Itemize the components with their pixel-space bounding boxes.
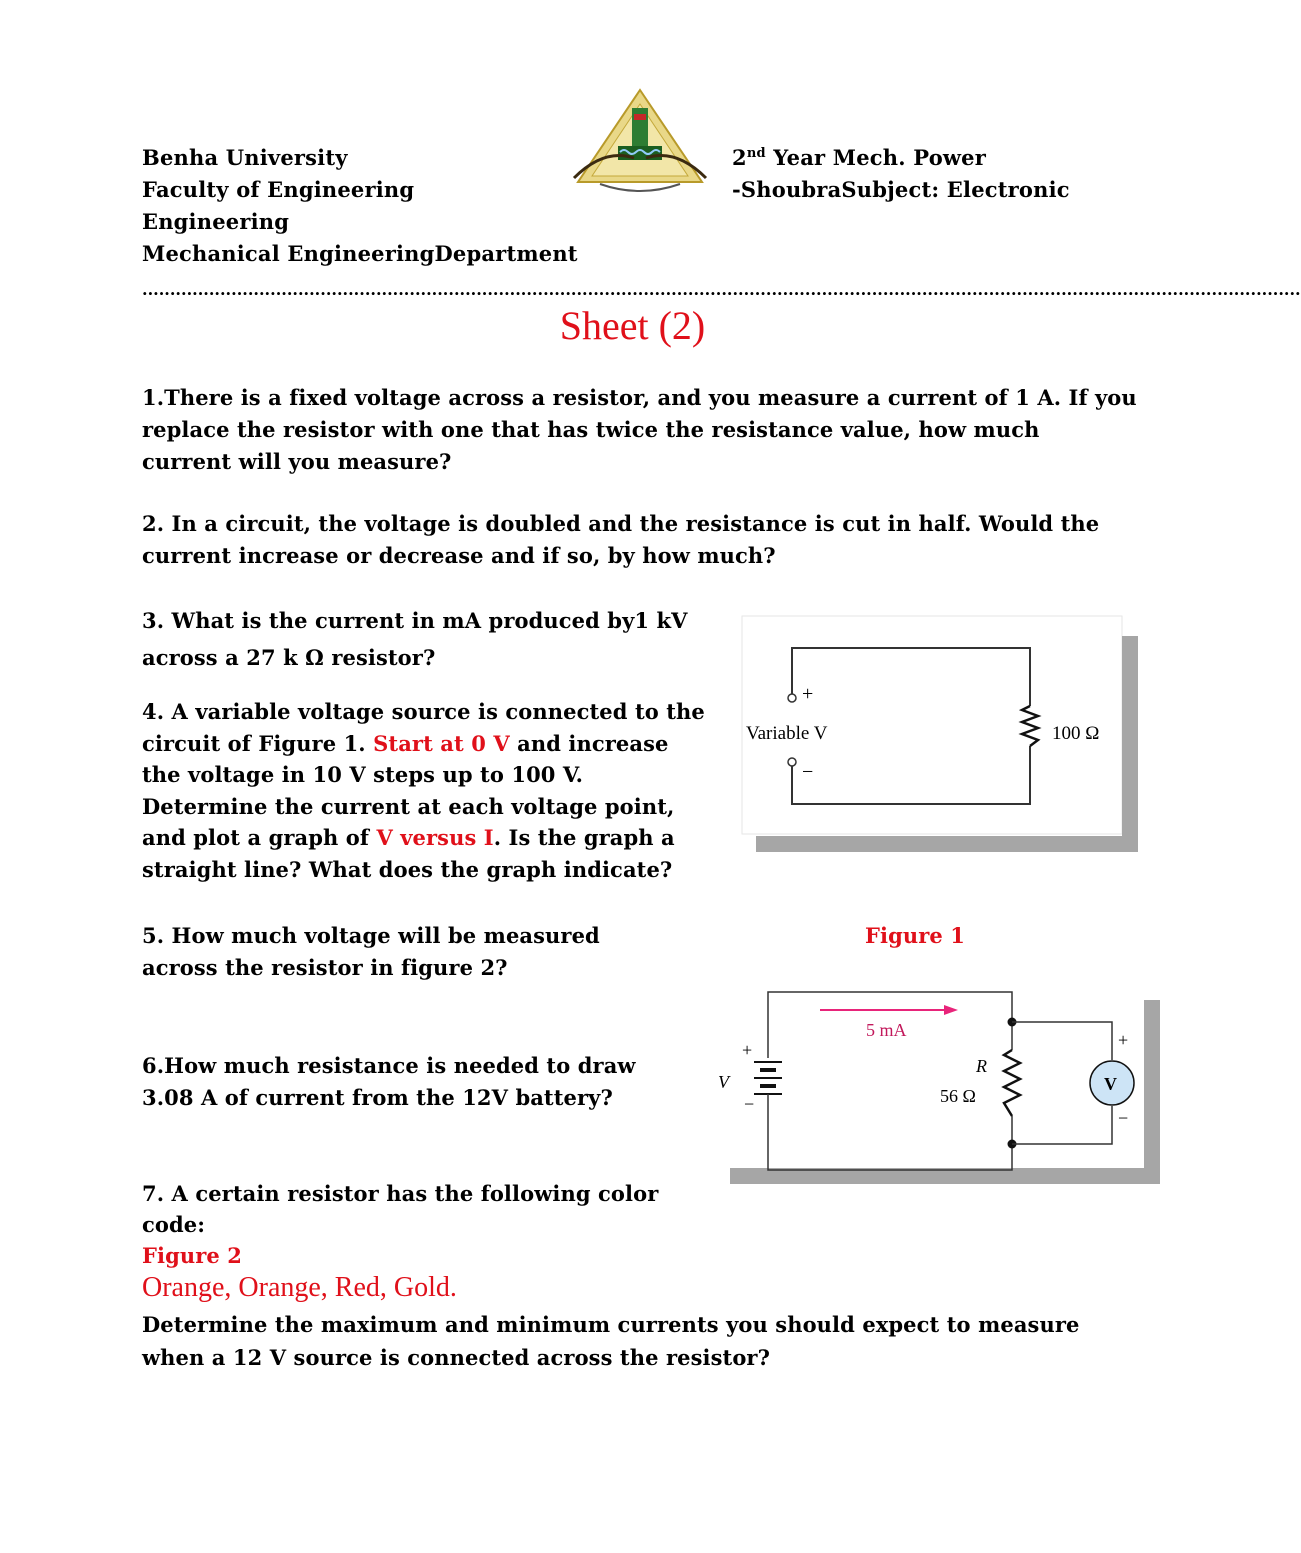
department-name: Mechanical EngineeringDepartment: [142, 241, 578, 266]
question-1-line: current will you measure?: [142, 449, 452, 474]
fig2-v-label: V: [718, 1072, 729, 1092]
header-left: [142, 142, 578, 270]
question-7-line: Determine the maximum and minimum currents you should expect to measure: [142, 1312, 1080, 1337]
fig2-battery-minus: −: [744, 1094, 755, 1114]
question-4-line: Determine the current at each voltage point,: [142, 793, 675, 819]
figure-2: [706, 988, 1164, 1190]
fig2-meter-plus: +: [1118, 1030, 1129, 1050]
faculty-name-cont: Engineering: [142, 209, 290, 234]
faculty-name: Faculty of Engineering: [142, 177, 415, 202]
figure-1-caption: Figure 1: [865, 923, 965, 948]
highlight-start: Start at 0 V: [373, 730, 510, 756]
question-4-line: and plot a graph of V versus I. Is the graph a: [142, 825, 675, 851]
question-3-line: 3. What is the current in mA produced by1 kV: [142, 608, 688, 633]
fig2-r-value: 56 Ω: [940, 1086, 976, 1106]
university-name: Benha University: [142, 145, 348, 170]
fig2-current-label: 5 mA: [866, 1020, 907, 1040]
question-7-end: [142, 1308, 1079, 1374]
question-5: [142, 920, 600, 984]
question-1-line: replace the resistor with one that has twice the resistance value, how much: [142, 417, 1040, 442]
question-4-line: 4. A variable voltage source is connected to the: [142, 699, 705, 724]
question-7-line: 7. A certain resistor has the following color: [142, 1181, 659, 1206]
question-3: [142, 602, 688, 676]
question-3-line: across a 27 k Ω resistor?: [142, 645, 436, 670]
fig1-plus: +: [802, 683, 814, 705]
highlight-v-versus-i: V versus I: [376, 825, 494, 851]
figure-2-caption: Figure 2: [142, 1243, 242, 1268]
question-4-line: circuit of Figure 1. Start at 0 V and increase: [142, 730, 669, 756]
year-label: 2nd Year Mech. Power: [732, 145, 987, 170]
question-1: [142, 382, 1137, 478]
question-6-line: 3.08 A of current from the 12V battery?: [142, 1085, 613, 1110]
voltmeter-icon-label: V: [1104, 1074, 1117, 1094]
question-7-line: when a 12 V source is connected across the resistor?: [142, 1345, 770, 1370]
figure-1-diagram: [742, 616, 1142, 856]
fig1-minus: −: [802, 761, 814, 783]
question-4-line: straight line? What does the graph indicate?: [142, 856, 673, 882]
sheet-title: Sheet (2): [559, 303, 706, 348]
question-4-line: the voltage in 10 V steps up to 100 V.: [142, 762, 584, 788]
question-7: [142, 1178, 658, 1271]
question-1-line: 1.There is a fixed voltage across a resistor, and you measure a current of 1 A. If you: [142, 385, 1137, 410]
question-6: [142, 1050, 636, 1114]
figure-1: [742, 616, 1142, 856]
fig1-resistor-label: 100 Ω: [1052, 723, 1100, 744]
figure-2-diagram: [706, 988, 1164, 1190]
question-6-line: 6.How much resistance is needed to draw: [142, 1053, 636, 1078]
question-2-line: current increase or decrease and if so, by how much?: [142, 543, 776, 568]
subject-label: -ShoubraSubject: Electronic: [732, 177, 1070, 202]
fig2-meter-minus: −: [1118, 1108, 1129, 1128]
color-code-text: Orange, Orange, Red, Gold.: [142, 1272, 457, 1303]
fig2-battery-plus: +: [742, 1040, 753, 1060]
question-2-line: 2. In a circuit, the voltage is doubled and the resistance is cut in half. Would the: [142, 511, 1100, 536]
question-7-line: code:: [142, 1212, 206, 1237]
question-4: [142, 696, 705, 886]
question-5-line: 5. How much voltage will be measured: [142, 923, 600, 948]
question-2: [142, 508, 1099, 572]
question-5-line: across the resistor in figure 2?: [142, 955, 508, 980]
header-right: [732, 142, 1070, 206]
logo-icon: [570, 86, 710, 198]
fig2-r-label: R: [976, 1056, 987, 1076]
fig1-source-label: Variable V: [746, 723, 828, 744]
separator-line: ................................................................................................................................................................................................................: [142, 280, 1301, 299]
university-logo: [570, 86, 710, 198]
